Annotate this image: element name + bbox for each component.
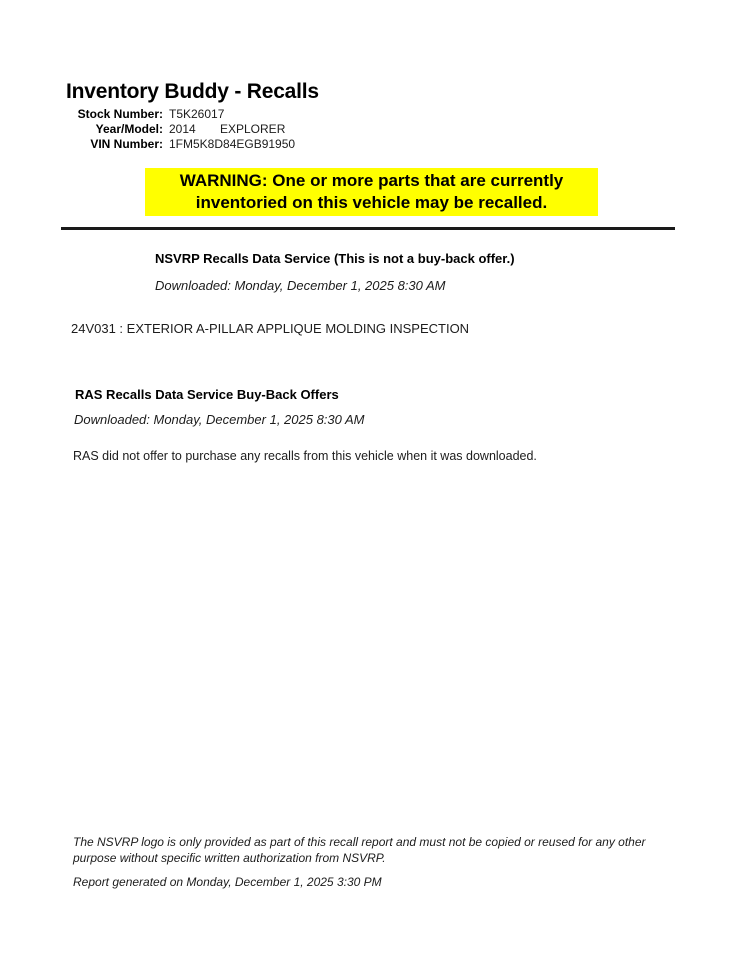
page-title: Inventory Buddy - Recalls (66, 80, 319, 103)
report-generated-timestamp: Report generated on Monday, December 1, 2025 3:30 PM (73, 875, 382, 889)
vehicle-info-row-vin (67, 137, 295, 152)
stock-number-label: Stock Number: (77, 107, 163, 121)
vin-number-value: 1FM5K8D84EGB91950 (169, 137, 296, 151)
ras-downloaded-timestamp: Downloaded: Monday, December 1, 2025 8:30 AM (74, 412, 365, 427)
recall-item-24v031: 24V031 : EXTERIOR A-PILLAR APPLIQUE MOLDING INSPECTION (71, 321, 470, 336)
vehicle-info-row-year-model (67, 122, 295, 137)
vin-number-label: VIN Number: (90, 137, 163, 151)
ras-no-offer-text: RAS did not offer to purchase any recalls from this vehicle when it was downloaded. (73, 449, 537, 463)
stock-number-value: T5K26017 (169, 107, 225, 121)
nsvrp-logo-disclaimer: The NSVRP logo is only provided as part of this recall report and must not be copied or reused for any other purpose without specific written authorization from NSVRP. (73, 835, 646, 865)
ras-section-heading: RAS Recalls Data Service Buy-Back Offers (75, 387, 339, 402)
nsvrp-downloaded-timestamp: Downloaded: Monday, December 1, 2025 8:30 AM (155, 278, 446, 293)
year-value: 2014 (169, 122, 196, 136)
section-divider-line (61, 227, 675, 230)
recall-warning-banner: WARNING: One or more parts that are currently inventoried on this vehicle may be recalled. (145, 168, 598, 216)
model-value: EXPLORER (220, 122, 286, 136)
vehicle-info-block (67, 107, 295, 152)
vehicle-info-row-stock (67, 107, 295, 122)
year-model-label: Year/Model: (95, 122, 163, 136)
nsvrp-section-heading: NSVRP Recalls Data Service (This is not a buy-back offer.) (155, 251, 515, 266)
